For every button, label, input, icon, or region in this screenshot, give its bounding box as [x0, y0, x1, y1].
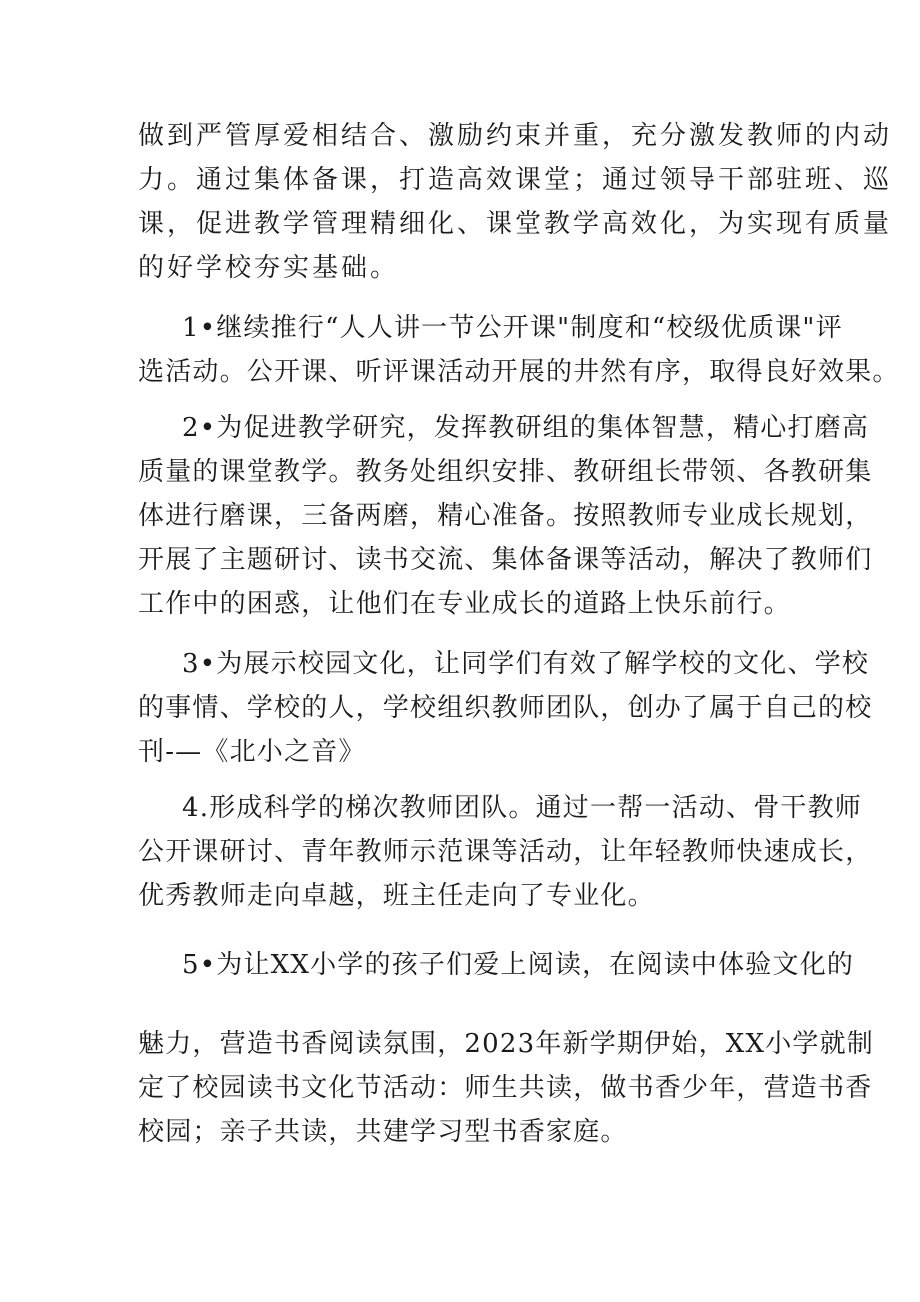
item-paragraph-3	[138, 642, 873, 774]
text-line: 公开课研讨、青年教师示范课等活动，让年轻教师快速成长，	[138, 837, 873, 867]
continuation-paragraph	[138, 1022, 874, 1154]
intro-paragraph	[138, 114, 893, 290]
text-line: 4.形成科学的梯次教师团队。通过一帮一活动、骨干教师	[182, 793, 863, 823]
text-line: 做到严管厚爱相结合、激励约束并重，充分激发教师的内动	[138, 121, 893, 151]
text-line: 课，促进教学管理精细化、课堂教学高效化，为实现有质量	[138, 209, 893, 239]
text-line: 校园；亲子共读，共建学习型书香家庭。	[138, 1117, 628, 1147]
text-line: 2•为促进教学研究，发挥教研组的集体智慧，精心打磨高	[182, 413, 870, 443]
text-line: 5•为让XX小学的孩子们爱上阅读，在阅读中体验文化的	[182, 950, 855, 980]
item-paragraph-5	[138, 943, 855, 987]
text-line: 3•为展示校园文化，让同学们有效了解学校的文化、学校	[182, 649, 870, 679]
text-line: 质量的课堂教学。教务处组织安排、教研组长带领、各教研集	[138, 457, 873, 487]
text-line: 选活动。公开课、听评课活动开展的井然有序，取得良好效果。	[138, 357, 900, 387]
text-line: 力。通过集体备课，打造高效课堂；通过领导干部驻班、巡	[138, 165, 893, 195]
item-paragraph-1	[138, 306, 900, 394]
text-line: 1•继续推行“人人讲一节公开课"制度和“校级优质课"评	[182, 313, 843, 343]
text-line: 魅力，营造书香阅读氛围，2023年新学期伊始，XX小学就制	[138, 1029, 874, 1059]
text-line: 开展了主题研讨、读书交流、集体备课等活动，解决了教师们	[138, 545, 873, 575]
text-line: 刊-—《北小之音》	[138, 737, 366, 767]
text-line: 的好学校夯实基础。	[138, 253, 400, 283]
text-line: 的事情、学校的人，学校组织教师团队，创办了属于自己的校	[138, 693, 873, 723]
item-paragraph-4	[138, 786, 873, 918]
text-line: 定了校园读书文化节活动：师生共读，做书香少年，营造书香	[138, 1073, 873, 1103]
text-line: 体进行磨课，三备两磨，精心准备。按照教师专业成长规划，	[138, 501, 873, 531]
item-paragraph-2	[138, 406, 873, 626]
text-line: 优秀教师走向卓越，班主任走向了专业化。	[138, 881, 655, 911]
text-line: 工作中的困惑，让他们在专业成长的道路上快乐前行。	[138, 589, 791, 619]
